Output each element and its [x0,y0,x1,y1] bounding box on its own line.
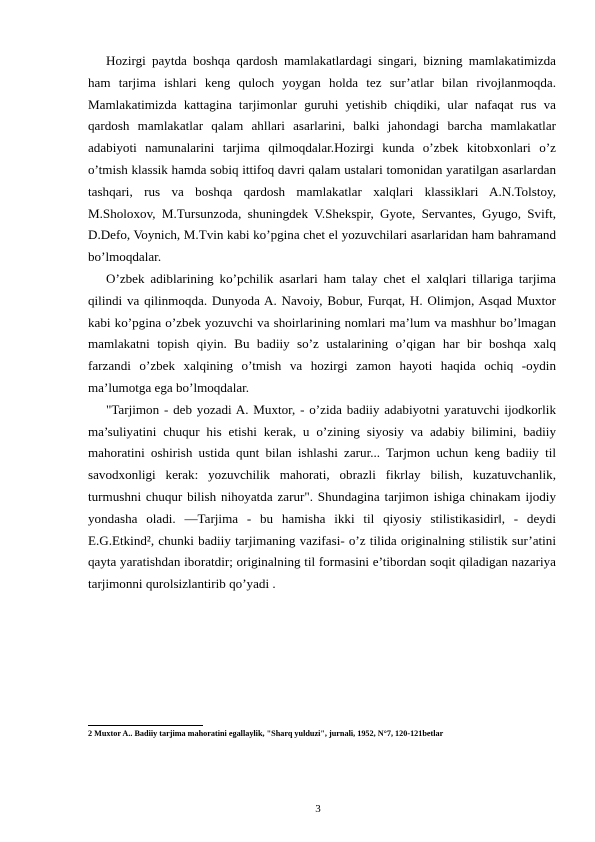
footnote: 2 Muxtor A.. Badiiy tarjima mahoratini egallaylik, "Sharq yulduzi", jurnali, 1952, N°7, 120-121betlar [88,729,444,738]
paragraph: "Tarjimon - deb yozadi A. Muxtor, - o’zida badiiy adabiyotni yaratuvchi ijodkorlik ma’suliyatini chuqur his etishi kerak, u o’zining siyosiy va adabiy bilimini, badiiy mahoratini oshirish ustida qunt bilan ishlashi zarur... Tarjmon uchun keng badiiy til savodxonligi kerak: yozuvchilik mahorati, obrazli fikrlay bilish, kuzatuvchanlik, turmushni chuqur bilish nihoyatda zarur". Shundagina tarjimon ishiga chinakam ijodiy yondasha oladi. ―Tarjima - bu hamisha ikki til qiyosiy stilistikasidir‖, - deydi E.G.Etkind², chunki badiiy tarjimaning vazifasi- o’z tilida originalning stilistik sur’atini qayta yaratishdan iboratdir; originalning til formasini e’tibordan soqit qiladigan nazariya tarjimonni qurolsizlantirib qo’yadi . [88,401,556,592]
paragraph: Hozirgi paytda boshqa qardosh mamlakatlardagi singari, bizning mamlakatimizda ham tarjima ishlari keng quloch yoygan holda tez sur’atlar bilan rivojlanmoqda. Mamlakatimizda kattagina tarjimonlar guruhi yetishib chiqdiki, ular nafaqat rus va qardosh mamlakatlar qalam ahllari asarlarini, balki jahondagi barcha mamlakatlar adabiyoti namunalarini tarjima qilmoqdalar.Hozirgi kunda o’zbek kitobxonlari o’z o’tmish klassik hamda sobiq ittifoq davri qalam ustalari tomonidan yaratilgan asarlardan tashqari, rus va boshqa qardosh mamlakatlar xalqlari klassiklari A.N.Tolstoy, M.Sholoxov, M.Tursunzoda, shuningdek V.Shekspir, Gyote, Servantes, Gyugo, Svift, D.Defo, Voynich, M.Tvin kabi ko’pgina chet el yozuvchilari asarlaridan ham bahramand bo’lmoqdalar. [88,53,556,265]
footnote-separator [88,725,203,726]
body-text [88,50,556,595]
paragraph: O’zbek adiblarining ko’pchilik asarlari ham talay chet el xalqlari tillariga tarjima qilindi va qilinmoqda. Dunyoda A. Navoiy, Bobur, Furqat, H. Olimjon, Asqad Muxtor kabi ko’pgina o’zbek yozuvchi va shoirlarining nomlari ma’lum va mashhur bo’lmagan mamlakatni topish qiyin. Bu badiiy so’z ustalarining o’qigan har bir boshqa xalq farzandi o’zbek xalqining o’tmish va hozirgi zamon hayoti haqida ochiq -oydin ma’lumotga ega bo’lmoqdalar. [88,270,556,395]
page-number: 3 [315,803,321,815]
